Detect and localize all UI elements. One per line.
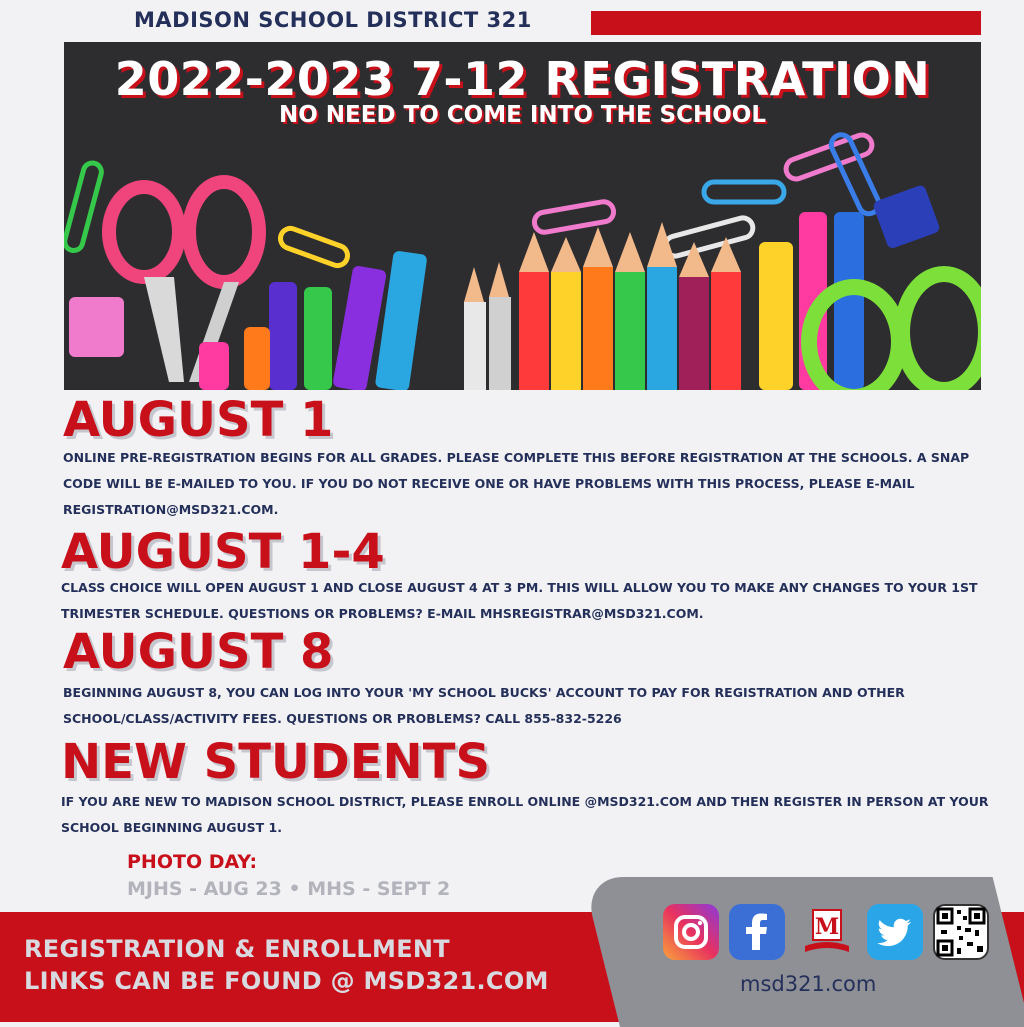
heading-new-students: NEW STUDENTS [61, 734, 491, 790]
body-august-1-4: CLASS CHOICE WILL OPEN AUGUST 1 AND CLOSE AUGUST 4 AT 3 PM. THIS WILL ALLOW YOU TO MAKE ANY CHANGES TO YOUR 1ST TRIMESTER SCHEDULE. QUESTIONS OR PROBLEMS? E-MAIL MHSREGISTRAR@MSD321.COM. [61, 580, 978, 621]
twitter-icon[interactable] [867, 904, 923, 960]
heading-august-1-4: AUGUST 1-4 [61, 524, 385, 580]
body-august-8: BEGINNING AUGUST 8, YOU CAN LOG INTO YOUR 'MY SCHOOL BUCKS' ACCOUNT TO PAY FOR REGISTRATION AND OTHER SCHOOL/CLASS/ACTIVITY FEES. QUESTIONS OR PROBLEMS? CALL 855-832-5226 [63, 685, 905, 726]
photo-day-detail: MJHS - AUG 23 • MHS - SEPT 2 [127, 878, 451, 900]
qr-code[interactable] [933, 904, 989, 960]
svg-text:M: M [814, 914, 840, 940]
facebook-icon[interactable] [729, 904, 785, 960]
header-red-bar [591, 11, 981, 35]
instagram-icon[interactable] [663, 904, 719, 960]
body-august-1: ONLINE PRE-REGISTRATION BEGINS FOR ALL GRADES. PLEASE COMPLETE THIS BEFORE REGISTRATION AT THE SCHOOLS. A SNAP CODE WILL BE E-MAILED TO YOU. IF YOU DO NOT RECEIVE ONE OR HAVE PROBLEMS WITH THIS PROCESS, PLEASE E-MAIL REGISTRATION@MSD321.COM. [63, 450, 970, 517]
district-logo [799, 904, 855, 960]
hero-subtitle: NO NEED TO COME INTO THE SCHOOL [278, 102, 767, 128]
footer-line-1: REGISTRATION & ENROLLMENT [24, 935, 450, 963]
hero-title: 2022-2023 7-12 REGISTRATION [114, 52, 931, 106]
heading-august-1: AUGUST 1 [63, 392, 334, 448]
footer-line-2: LINKS CAN BE FOUND @ MSD321.COM [24, 967, 549, 995]
social-icons [663, 904, 993, 966]
body-new-students: IF YOU ARE NEW TO MADISON SCHOOL DISTRICT, PLEASE ENROLL ONLINE @MSD321.COM AND THEN REGISTER IN PERSON AT YOUR SCHOOL BEGINNING AUGUST 1. [61, 794, 989, 835]
hero-banner [64, 42, 981, 390]
footer-website[interactable]: msd321.com [740, 972, 877, 996]
photo-day-label: PHOTO DAY: [127, 851, 258, 873]
heading-august-8: AUGUST 8 [63, 624, 334, 680]
district-name: MADISON SCHOOL DISTRICT 321 [134, 8, 532, 32]
